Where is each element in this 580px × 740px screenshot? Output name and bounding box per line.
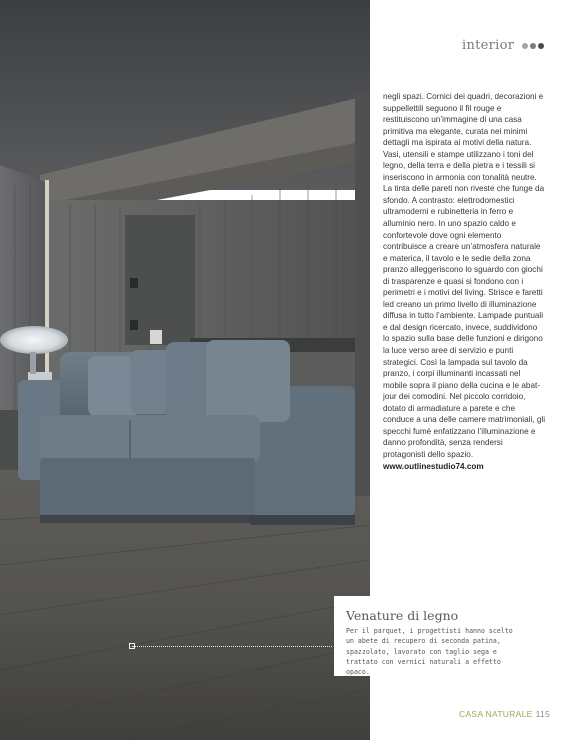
page-number: 115	[535, 709, 551, 719]
dot-dark	[538, 43, 544, 49]
caption-box	[334, 596, 524, 676]
section-header	[462, 38, 544, 53]
article-column	[383, 91, 545, 472]
section-dots-icon	[520, 43, 544, 49]
caption-leader-line	[132, 646, 332, 647]
caption-text: Per il parquet, i progettisti hanno scelto un abete di recupero di seconda patina, spazzolato, lavorato con taglio sega e trattato con vernici naturali a effetto opaco.	[346, 627, 513, 677]
article-body: negli spazi. Cornici dei quadri, decorazioni e suppellettili seguono il fil rouge e restituiscono un’immagine di una casa primitiva ma elegante, curata nei minimi dettagli ma ispirata ai motivi della natura. Vasi, utensili e stampe utilizzano i toni del legno, della terra e della pietra e i tessili si inseriscono in armonia con tonalità neutre. La tinta delle pareti non riveste che funge da sfondo. A contrasto: elettrodomestici ultramoderni e rubinetteria in ferro e alluminio nero. In uno spazio caldo e confortevole dove ogni elemento contribuisce a creare un’atmosfera naturale e materica, il tavolo e le sedie della zona pranzo alleggeriscono lo sguardo con giochi di trasparenze e quasi si fondono con i perimetri e i motivi del living. Strisce e faretti led creano un primo livello di illuminazione diffusa in tutto l’ambiente. Lampade puntuali e dal design ricercato, invece, suddividono lo spazio sulla base delle funzioni e dirigono la luce verso aree di servizio e punti strategici. Così la lampada sul tavolo da pranzo, i corpi illuminanti incassati nel mobile sopra il piano della cucina e le abat-jour dei comodini. Nel piccolo corridoio, dotato di armadiature a parete e che conduce a una delle camere matrimoniali, gli specchi fumè enfatizzano l’illuminazione e danno profondità, senza rendersi protagonisti dello spazio.	[383, 92, 546, 459]
dot-mid	[530, 43, 536, 49]
magazine-name: CASA NATURALE	[459, 709, 533, 719]
section-label: interior	[462, 38, 515, 53]
caption-title: Venature di legno	[346, 608, 459, 623]
dot-light	[522, 43, 528, 49]
website-link[interactable]: www.outlinestudio74.com	[383, 461, 484, 471]
page-folio	[459, 709, 550, 719]
